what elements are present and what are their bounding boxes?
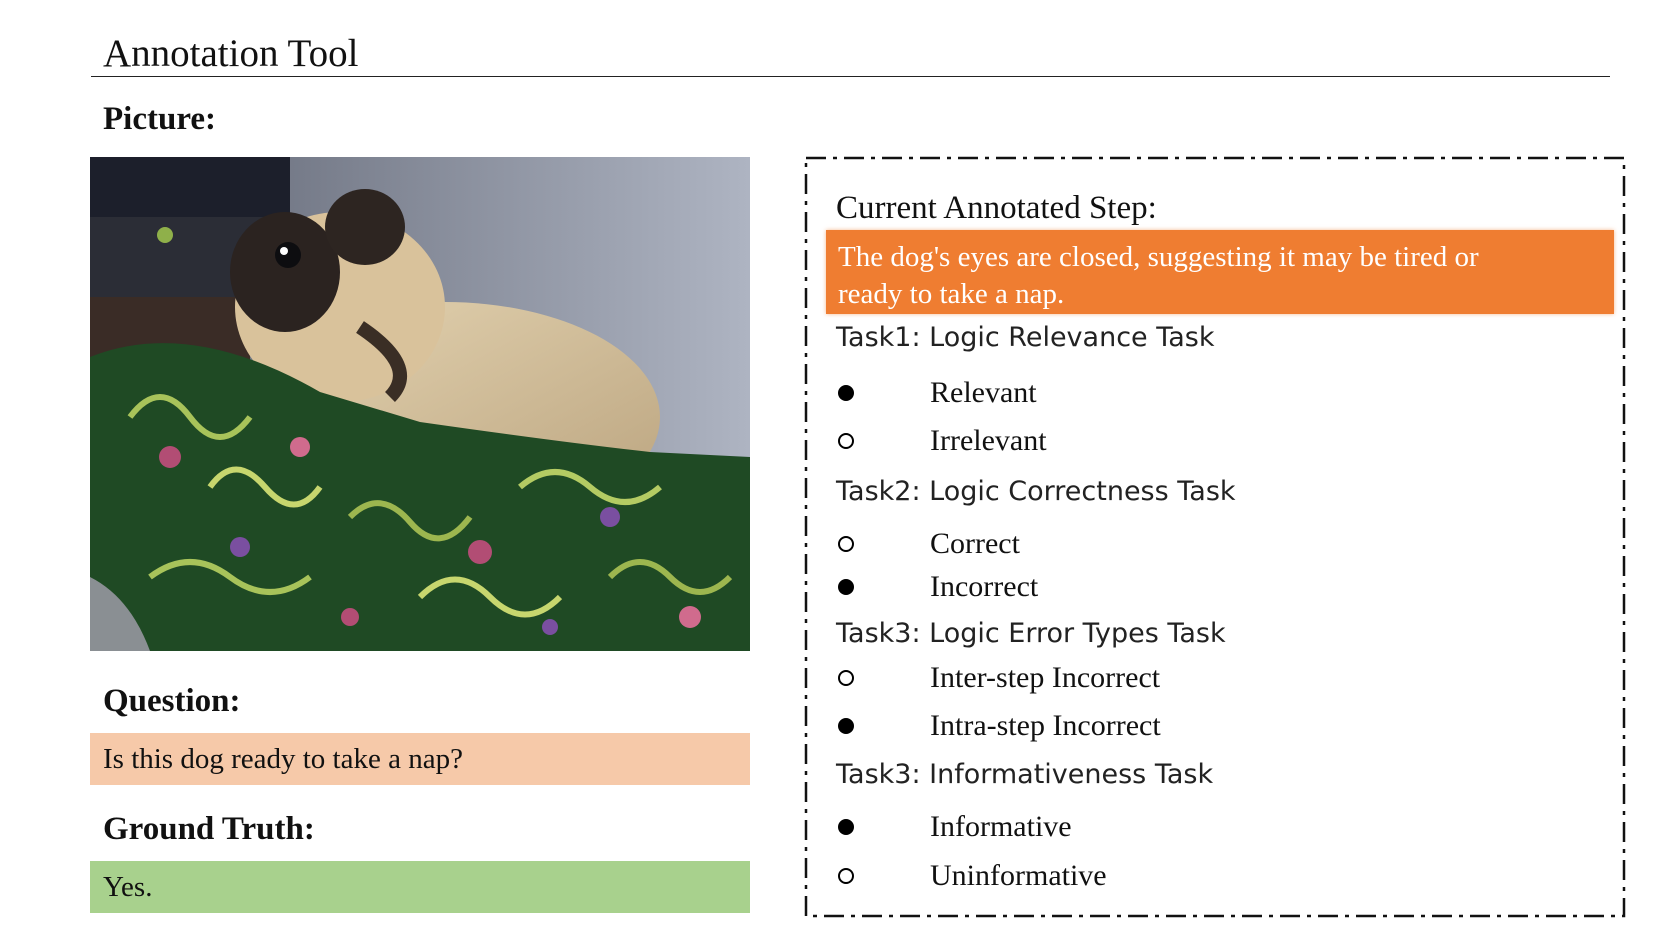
annotation-panel	[804, 156, 1626, 918]
title-divider	[91, 76, 1610, 77]
option-label-irrelevant: Irrelevant	[930, 424, 1047, 457]
option-label-relevant: Relevant	[930, 376, 1037, 409]
option-label-intra-step-incorrect: Intra-step Incorrect	[930, 709, 1161, 742]
option-label-incorrect: Incorrect	[930, 570, 1039, 603]
option-label-informative: Informative	[930, 810, 1072, 843]
task4-label: Task3: Informativeness Task	[836, 759, 1214, 790]
radio-intra-step-incorrect[interactable]	[838, 718, 854, 734]
task2-label: Task2: Logic Correctness Task	[836, 476, 1236, 507]
app-title: Annotation Tool	[103, 32, 359, 75]
ground-truth-box: Yes.	[90, 861, 750, 913]
option-label-uninformative: Uninformative	[930, 859, 1107, 892]
step-text-line-1: The dog's eyes are closed, suggesting it may be tired or	[838, 241, 1479, 273]
question-box: Is this dog ready to take a nap?	[90, 733, 750, 785]
picture-label: Picture:	[103, 101, 217, 137]
radio-uninformative[interactable]	[838, 868, 854, 884]
radio-irrelevant[interactable]	[838, 433, 854, 449]
radio-relevant[interactable]	[838, 385, 854, 401]
radio-incorrect[interactable]	[838, 579, 854, 595]
radio-inter-step-incorrect[interactable]	[838, 670, 854, 686]
radio-informative[interactable]	[838, 819, 854, 835]
dog-photo	[90, 157, 750, 651]
task1-label: Task1: Logic Relevance Task	[836, 322, 1215, 353]
option-label-correct: Correct	[930, 527, 1020, 560]
task3-label: Task3: Logic Error Types Task	[836, 618, 1226, 649]
step-text-line-2: ready to take a nap.	[838, 278, 1065, 310]
ground-truth-label: Ground Truth:	[103, 811, 315, 847]
question-label: Question:	[103, 683, 241, 719]
radio-correct[interactable]	[838, 536, 854, 552]
current-step-highlight	[826, 230, 1614, 314]
current-step-heading: Current Annotated Step:	[836, 190, 1157, 226]
option-label-inter-step-incorrect: Inter-step Incorrect	[930, 661, 1161, 694]
